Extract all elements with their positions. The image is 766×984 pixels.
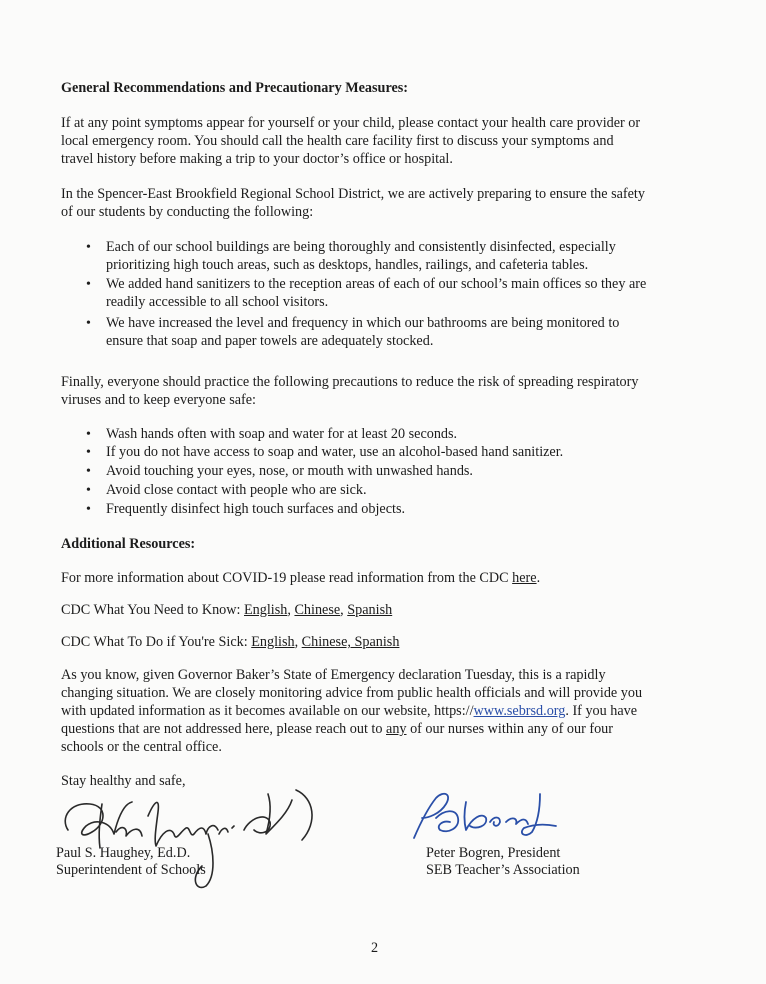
para4-line4 [61,720,613,739]
bullet-marker: • [86,427,91,442]
para1-line1: If at any point symptoms appear for yourself or your child, please contact your health care provider or [61,115,641,131]
signer-right-title: SEB Teacher’s Association [426,862,580,878]
any-underlined-word: any [386,721,407,737]
para4-line4-suffix: of our nurses within any of our four [406,721,613,737]
if-sick-prefix: CDC What To Do if You're Sick: [61,634,252,650]
closing-line: Stay healthy and safe, [61,773,186,789]
separator: , [287,602,295,618]
separator: , [294,634,302,650]
para3-line1: Finally, everyone should practice the following precautions to reduce the risk of spreading respiratory [61,374,639,390]
bullet2-item3: Avoid touching your eyes, nose, or mouth with unwashed hands. [106,463,473,479]
bullet1-item3-line2: ensure that soap and paper towels are adequately stocked. [106,333,434,349]
para1-line3: travel history before making a trip to your doctor’s office or hospital. [61,151,453,167]
heading-general: General Recommendations and Precautionary Measures: [61,80,409,96]
website-link[interactable]: www.sebrsd.org [473,703,566,719]
cdc-info-line [61,569,540,588]
need-to-know-line [61,601,392,620]
bullet2-item5: Frequently disinfect high touch surfaces and objects. [106,501,406,517]
need-to-know-chinese-link[interactable]: Chinese [294,602,341,618]
para2-line1: In the Spencer-East Brookfield Regional School District, we are actively preparing to ensure the safety [61,186,645,202]
need-to-know-spanish-link[interactable]: Spanish [347,602,393,618]
bullet2-item1: Wash hands often with soap and water for at least 20 seconds. [106,426,458,442]
bullet-marker: • [86,240,91,255]
if-sick-spanish-link[interactable]: Spanish [354,634,400,650]
bullet1-item1-line2: prioritizing high touch areas, such as desktops, handles, railings, and cafeteria tables. [106,257,589,273]
bullet-marker: • [86,445,91,460]
separator: , [340,602,348,618]
para4-line1: As you know, given Governor Baker’s State of Emergency declaration Tuesday, this is a rapidly [61,667,606,683]
bullet-marker: • [86,483,91,498]
bullet1-item1-line1: Each of our school buildings are being thoroughly and consistently disinfected, especially [106,239,616,255]
para1-line2: local emergency room. You should call the health care facility first to discuss your symptoms and [61,133,614,149]
para2-line2: of our students by conducting the following: [61,204,314,220]
bullet-marker: • [86,277,91,292]
cdc-info-suffix: . [536,570,541,586]
para4-line3-suffix: . If you have [565,703,638,719]
para4-line4-prefix: questions that are not addressed here, please reach out to [61,721,387,737]
para4-line2: changing situation. We are closely monitoring advice from public health officials and will provide you [61,685,643,701]
signer-left-name: Paul S. Haughey, Ed.D. [56,845,191,861]
if-sick-english-link[interactable]: English [251,634,295,650]
signer-right-name: Peter Bogren, President [426,845,561,861]
signer-left-title: Superintendent of Schools [56,862,206,878]
para4-line5: schools or the central office. [61,739,222,755]
page-number: 2 [371,940,379,956]
bullet1-item3-line1: We have increased the level and frequency in which our bathrooms are being monitored to [106,315,620,331]
para3-line2: viruses and to keep everyone safe: [61,392,257,408]
para4-line3-prefix: with updated information as it becomes available on our website, https:// [61,703,474,719]
if-sick-chinese-link[interactable]: Chinese, [301,634,355,650]
cdc-info-prefix: For more information about COVID-19 please read information from the CDC [61,570,513,586]
bullet2-item2: If you do not have access to soap and water, use an alcohol-based hand sanitizer. [106,444,564,460]
president-signature [406,788,566,848]
cdc-here-link[interactable]: here [512,570,537,586]
bullet2-item4: Avoid close contact with people who are sick. [106,482,367,498]
need-to-know-english-link[interactable]: English [244,602,288,618]
bullet1-item2-line1: We added hand sanitizers to the reception areas of each of our school’s main offices so they are [106,276,647,292]
heading-resources: Additional Resources: [61,536,196,552]
bullet-marker: • [86,464,91,479]
bullet1-item2-line2: readily accessible to all school visitors. [106,294,329,310]
if-sick-line [61,633,399,652]
need-to-know-prefix: CDC What You Need to Know: [61,602,244,618]
bullet-marker: • [86,316,91,331]
bullet-marker: • [86,502,91,517]
para4-line3 [61,702,637,721]
